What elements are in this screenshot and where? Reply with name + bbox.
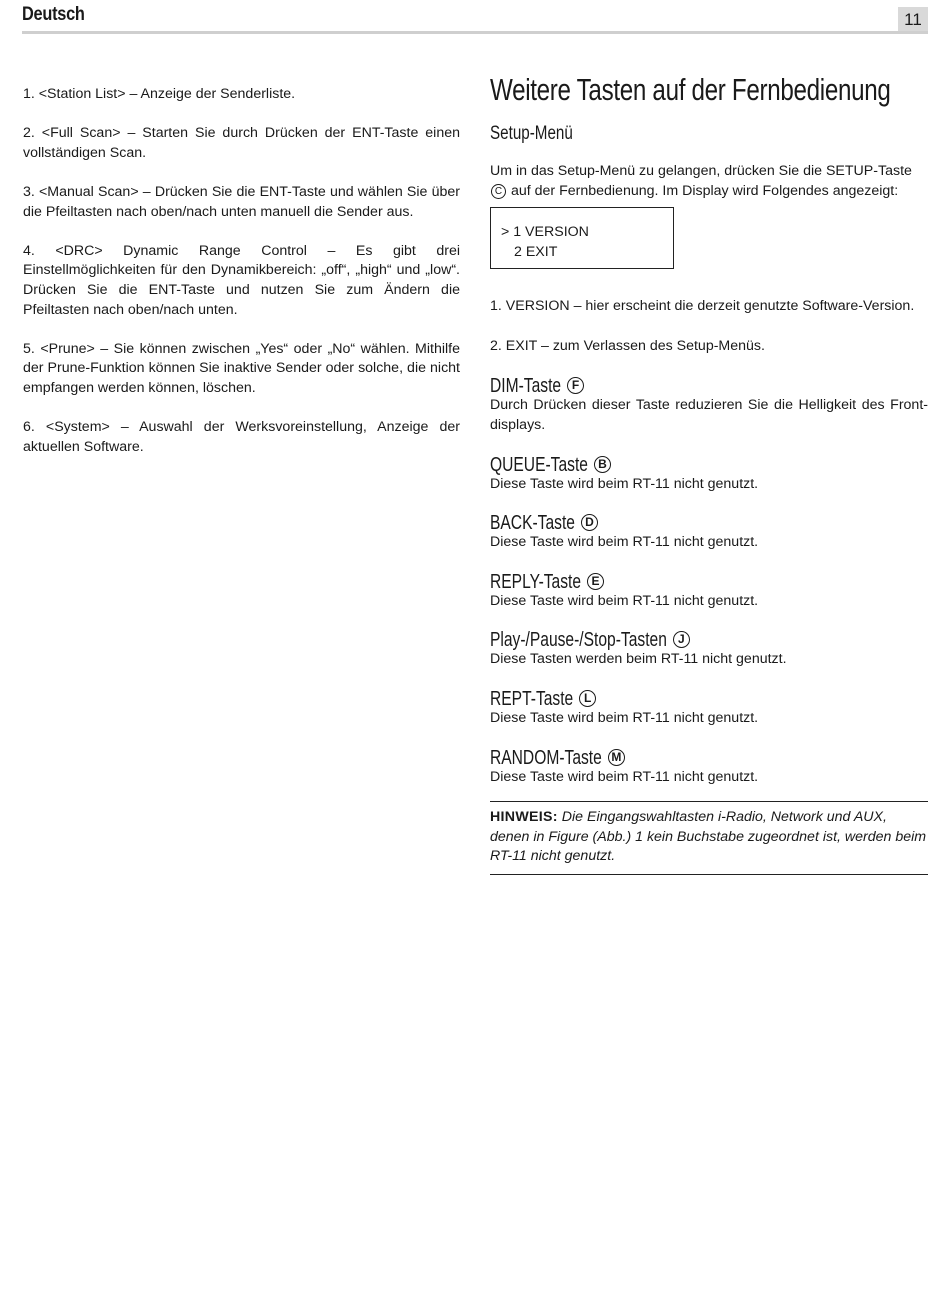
key-letter-icon: B [594,456,611,473]
left-column [23,85,460,477]
key-back [490,511,928,553]
key-rept [490,687,928,729]
key-letter-icon: L [579,690,596,707]
key-title: QUEUE-Taste B [490,453,928,475]
header-divider [22,31,928,34]
display-readout [490,207,674,269]
key-random [490,746,928,788]
setup-item-version: 1. VERSION – hier erscheint die derzeit genutzte Software-Version. [490,298,915,315]
setup-key-letter-icon: C [491,184,506,199]
language-label: Deutsch [22,4,85,25]
key-reply [490,570,928,612]
key-description: Diese Taste wird beim RT-11 nicht genutzt. [490,592,759,609]
display-line-exit: 2 EXIT [514,244,558,261]
note-text: Die Eingangswahltasten i-Radio, Network und AUX, denen in Figure (Abb.) 1 kein Buchstabe zugeordnet ist, werden beim RT-11 nicht genutzt. [490,809,927,865]
list-item-prune: 5. <Prune> – Sie können zwischen „Yes“ oder „No“ wählen. Mithilfe der Prune-Funktion können Sie inaktive Sender oder solche, die nicht empfangen werden können, löschen. [23,340,460,396]
right-column [490,70,928,875]
section-title: Weitere Tasten auf der Fernbedienung [490,72,891,107]
key-letter-icon: J [673,631,690,648]
page-number: 11 [898,7,928,33]
key-dim [490,374,928,435]
list-item-full-scan: 2. <Full Scan> – Starten Sie durch Drücken der ENT-Taste einen vollständigen Scan. [23,125,460,161]
key-description: Diese Taste wird beim RT-11 nicht genutzt. [490,534,759,551]
key-title: Play-/Pause-/Stop-Tasten J [490,628,928,650]
key-title: REPT-Taste L [490,687,928,709]
note-label: HINWEIS: [490,809,558,826]
key-title: REPLY-Taste E [490,570,928,592]
note-box [490,801,928,875]
key-description: Diese Taste wird beim RT-11 nicht genutzt. [490,709,759,726]
list-item-manual-scan: 3. <Manual Scan> – Drücken Sie die ENT-Taste und wählen Sie über die Pfeiltasten nach oben/nach unten manuell die Sender aus. [23,183,460,220]
key-play-pause-stop [490,628,928,670]
key-queue [490,453,928,495]
key-description: Diese Tasten werden beim RT-11 nicht genutzt. [490,651,787,668]
key-title: DIM-Taste F [490,374,928,396]
key-letter-icon: E [587,573,604,590]
list-item-drc: 4. <DRC> Dynamic Range Control – Es gibt drei Einstellmöglichkeiten für den Dynamikbereich: „off“, „high“ und „low“. Drücken Sie die ENT-Taste und nutzen Sie zum Ändern die Pfeiltasten nach oben/nach unten. [23,242,460,318]
display-line-version: > 1 VERSION [501,224,589,241]
key-title: RANDOM-Taste M [490,746,928,768]
key-description: Durch Drücken dieser Taste reduzieren Sie die Helligkeit des Front-displays. [490,397,928,433]
list-item-station-list: 1. <Station List> – Anzeige der Senderliste. [23,86,296,102]
setup-menu-heading: Setup-Menü [490,123,573,144]
key-letter-icon: M [608,749,625,766]
key-description: Diese Taste wird beim RT-11 nicht genutzt. [490,475,759,492]
key-title: BACK-Taste D [490,511,928,533]
key-description: Diese Taste wird beim RT-11 nicht genutzt. [490,768,759,785]
setup-intro: Um in das Setup-Menü zu gelangen, drücken Sie die SETUP-Taste C auf der Fernbedienung. Im Display wird Folgendes angezeigt: [490,163,912,199]
list-item-system: 6. <System> – Auswahl der Werksvoreinstellung, Anzeige der aktuellen Software. [23,419,460,455]
setup-item-exit: 2. EXIT – zum Verlassen des Setup-Menüs. [490,337,765,354]
key-letter-icon: D [581,514,598,531]
key-letter-icon: F [567,377,584,394]
